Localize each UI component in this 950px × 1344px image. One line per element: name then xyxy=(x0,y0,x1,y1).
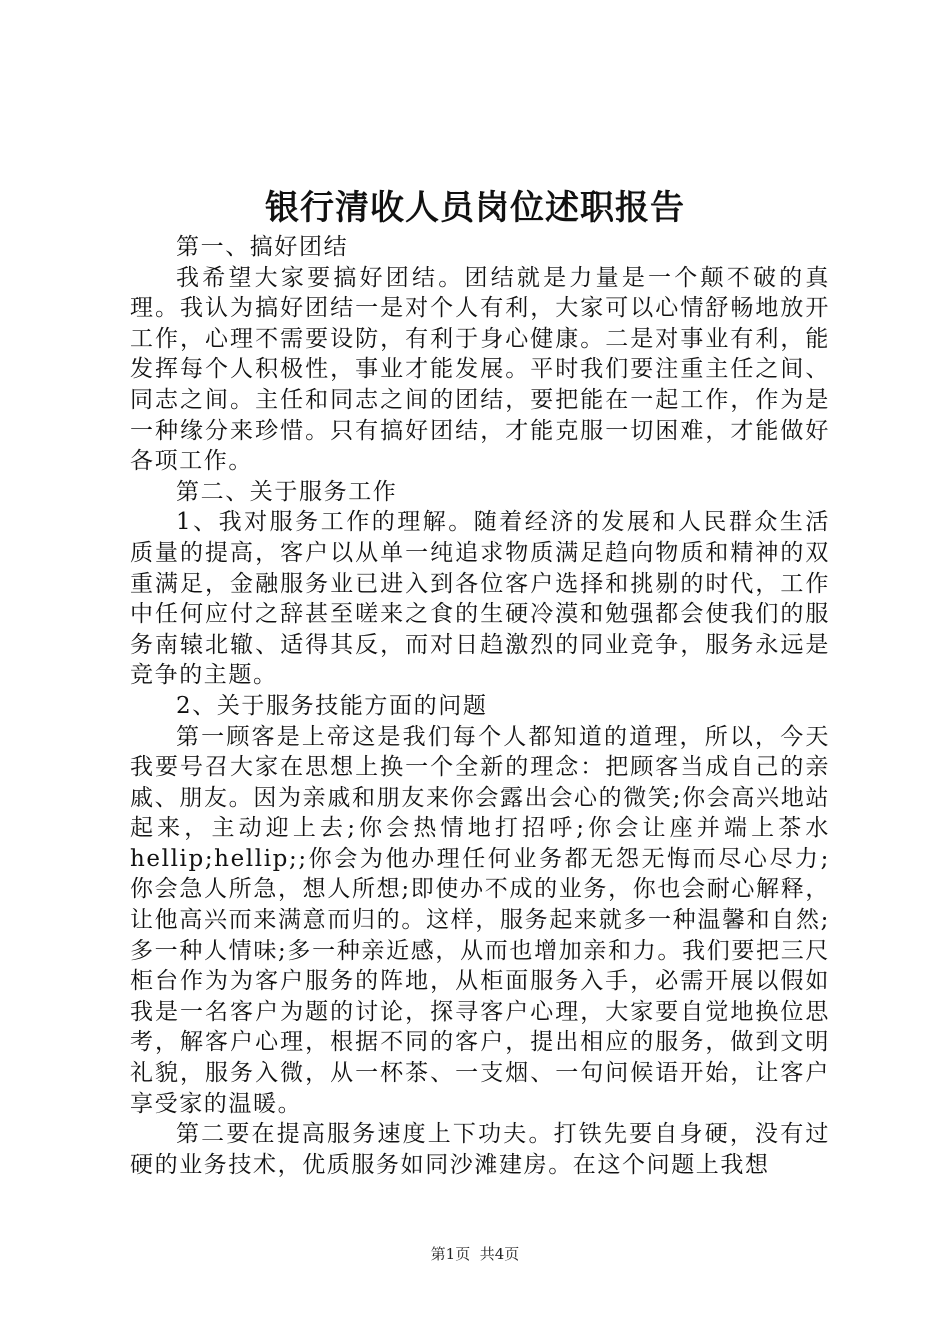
page-total: 共4页 xyxy=(479,1245,520,1263)
paragraph-service-speed: 第二要在提高服务速度上下功夫。打铁先要自身硬，没有过硬的业务技术，优质服务如同沙滩建房。在这个问题上我想 xyxy=(130,1121,830,1178)
paragraph-unity: 我希望大家要搞好团结。团结就是力量是一个颠不破的真理。我认为搞好团结一是对个人有利，大家可以心情舒畅地放开工作，心理不需要设防，有利于身心健康。二是对事业有利，能发挥每个人积极性，事业才能发展。平时我们要注重主任之间、同志之间。主任和同志之间的团结，要把能在一起工作，作为是一种缘分来珍惜。只有搞好团结，才能克服一切困难，才能做好各项工作。 xyxy=(130,264,830,475)
page-number: 第1页 xyxy=(430,1245,471,1263)
paragraph-service-understanding: 1、我对服务工作的理解。随着经济的发展和人民群众生活质量的提高，客户以从单一纯追求物质满足趋向物质和精神的双重满足，金融服务业已进入到各位客户选择和挑剔的时代，工作中任何应付之辞甚至嗟来之食的生硬冷漠和勉强都会使我们的服务南辕北辙、适得其反，而对日趋激烈的同业竞争，服务永远是竞争的主题。 xyxy=(130,509,830,689)
section-heading-service: 第二、关于服务工作 xyxy=(176,478,398,505)
document-body xyxy=(130,232,830,1180)
subheading-service-skills: 2、关于服务技能方面的问题 xyxy=(176,692,488,719)
section-heading-unity: 第一、搞好团结 xyxy=(176,234,349,260)
paragraph-customer-first: 第一顾客是上帝这是我们每个人都知道的道理，所以，今天我要号召大家在思想上换一个全新的理念：把顾客当成自己的亲戚、朋友。因为亲戚和朋友来你会露出会心的微笑;你会高兴地站起来，主动迎上去;你会热情地打招呼;你会让座并端上茶水hellip;hellip;;你会为他办理任何业务都无怨无悔而尽心尽力;你会急人所急，想人所想;即使办不成的业务，你也会耐心解释，让他高兴而来满意而归的。这样，服务起来就多一种温馨和自然;多一种人情味;多一种亲近感，从而也增加亲和力。我们要把三尺柜台作为为客户服务的阵地，从柜面服务入手，必需开展以假如我是一名客户为题的讨论，探寻客户心理，大家要自觉地换位思考，解客户心理，根据不同的客户，提出相应的服务，做到文明礼貌，服务入微，从一杯茶、一支烟、一句问候语开始，让客户享受家的温暖。 xyxy=(130,723,830,1117)
document-title: 银行清收人员岗位述职报告 xyxy=(265,188,685,228)
page-footer xyxy=(0,1244,950,1264)
